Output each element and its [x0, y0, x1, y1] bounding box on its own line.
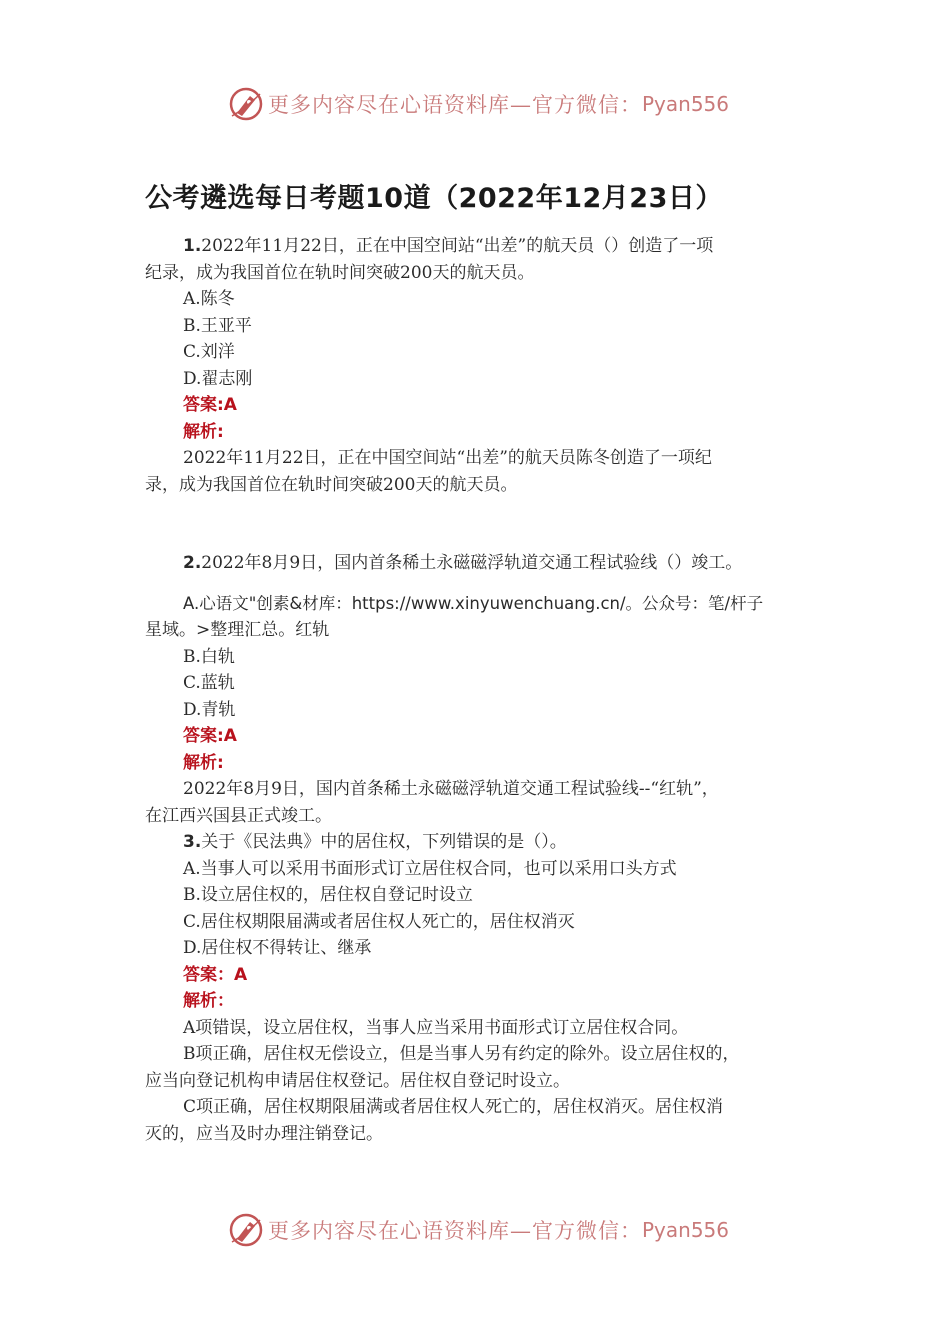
- footer-banner: [228, 1212, 729, 1248]
- banner-text: 更多内容尽在心语资料库—官方微信：: [268, 1219, 642, 1243]
- question-stem: [145, 829, 825, 856]
- question-stem-text: 2022年8月9日，国内首条稀土永磁磁浮轨道交通工程试验线（）竣工。: [201, 553, 743, 573]
- analysis-text-line-1: 2022年8月9日，国内首条稀土永磁磁浮轨道交通工程试验线--“红轨”，: [183, 779, 719, 799]
- analysis-item-a: A项错误，设立居住权，当事人应当采用书面形式订立居住权合同。: [183, 1017, 689, 1038]
- document-body: [145, 176, 825, 1147]
- question-stem: [145, 233, 825, 260]
- banner-text: 更多内容尽在心语资料库—官方微信：: [268, 93, 642, 117]
- option-d: D.居住权不得转让、继承: [183, 938, 372, 958]
- answer-label: 答案:A: [183, 395, 237, 415]
- pen-nib-seal-icon: [228, 86, 264, 122]
- question-number: 1.: [183, 236, 202, 256]
- option-d: D.翟志刚: [183, 368, 253, 389]
- question-2: [145, 550, 825, 829]
- analysis-label: 解析:: [183, 752, 224, 773]
- page-title: 公考遴选每日考题10道（2022年12月23日）: [145, 183, 723, 214]
- option-d: D.青轨: [183, 699, 236, 720]
- analysis-text-line-2: 录，成为我国首位在轨时间突破200天的航天员。: [145, 474, 518, 495]
- option-c: C.蓝轨: [183, 673, 235, 693]
- option-b: B.白轨: [183, 646, 235, 667]
- option-a-line-1: A.心语文"创素&材库：https://www.xinyuwenchuang.cn/。公众号：笔/杆子: [183, 593, 764, 613]
- analysis-item-b-line-2: 应当向登记机构申请居住权登记。居住权自登记时设立。: [145, 1070, 570, 1091]
- analysis-text-line-1: 2022年11月22日，正在中国空间站“出差”的航天员陈冬创造了一项纪: [183, 448, 712, 468]
- analysis-label: 解析:: [183, 421, 224, 442]
- analysis-text-line-2: 在江西兴国县正式竣工。: [145, 805, 332, 826]
- header-banner: [228, 86, 729, 122]
- question-stem: [145, 550, 825, 577]
- pen-nib-seal-icon: [228, 1212, 264, 1248]
- question-stem-line-2: 纪录，成为我国首位在轨时间突破200天的航天员。: [145, 262, 535, 283]
- option-c: C.刘洋: [183, 342, 235, 362]
- question-3: [145, 829, 825, 1147]
- option-a: A.陈冬: [183, 289, 235, 309]
- question-stem-text: 关于《民法典》中的居住权，下列错误的是（）。: [201, 832, 567, 852]
- analysis-item-b-line-1: B项正确，居住权无偿设立，但是当事人另有约定的除外。设立居住权的，: [183, 1044, 740, 1064]
- answer-label: 答案:A: [183, 726, 237, 746]
- option-b: B.王亚平: [183, 315, 252, 336]
- banner-wechat-id: Pyan556: [642, 1218, 730, 1242]
- option-b: B.设立居住权的，居住权自登记时设立: [183, 885, 473, 905]
- analysis-item-c-line-1: C项正确，居住权期限届满或者居住权人死亡的，居住权消灭。居住权消: [183, 1097, 724, 1117]
- question-stem-line-1: 2022年11月22日，正在中国空间站“出差”的航天员（）创造了一项: [201, 236, 714, 256]
- option-a: A.当事人可以采用书面形式订立居住权合同，也可以采用口头方式: [183, 858, 677, 879]
- analysis-item-c-line-2: 灭的，应当及时办理注销登记。: [145, 1123, 383, 1144]
- option-c: C.居住权期限届满或者居住权人死亡的，居住权消灭: [183, 911, 575, 932]
- analysis-label: 解析：: [183, 991, 234, 1011]
- question-number: 2.: [183, 553, 202, 573]
- question-1: [145, 233, 825, 498]
- option-a-line-2: 星域。>整理汇总。红轨: [145, 620, 330, 640]
- answer-label: 答案：A: [183, 964, 248, 985]
- banner-wechat-id: Pyan556: [642, 92, 730, 116]
- question-number: 3.: [183, 832, 202, 852]
